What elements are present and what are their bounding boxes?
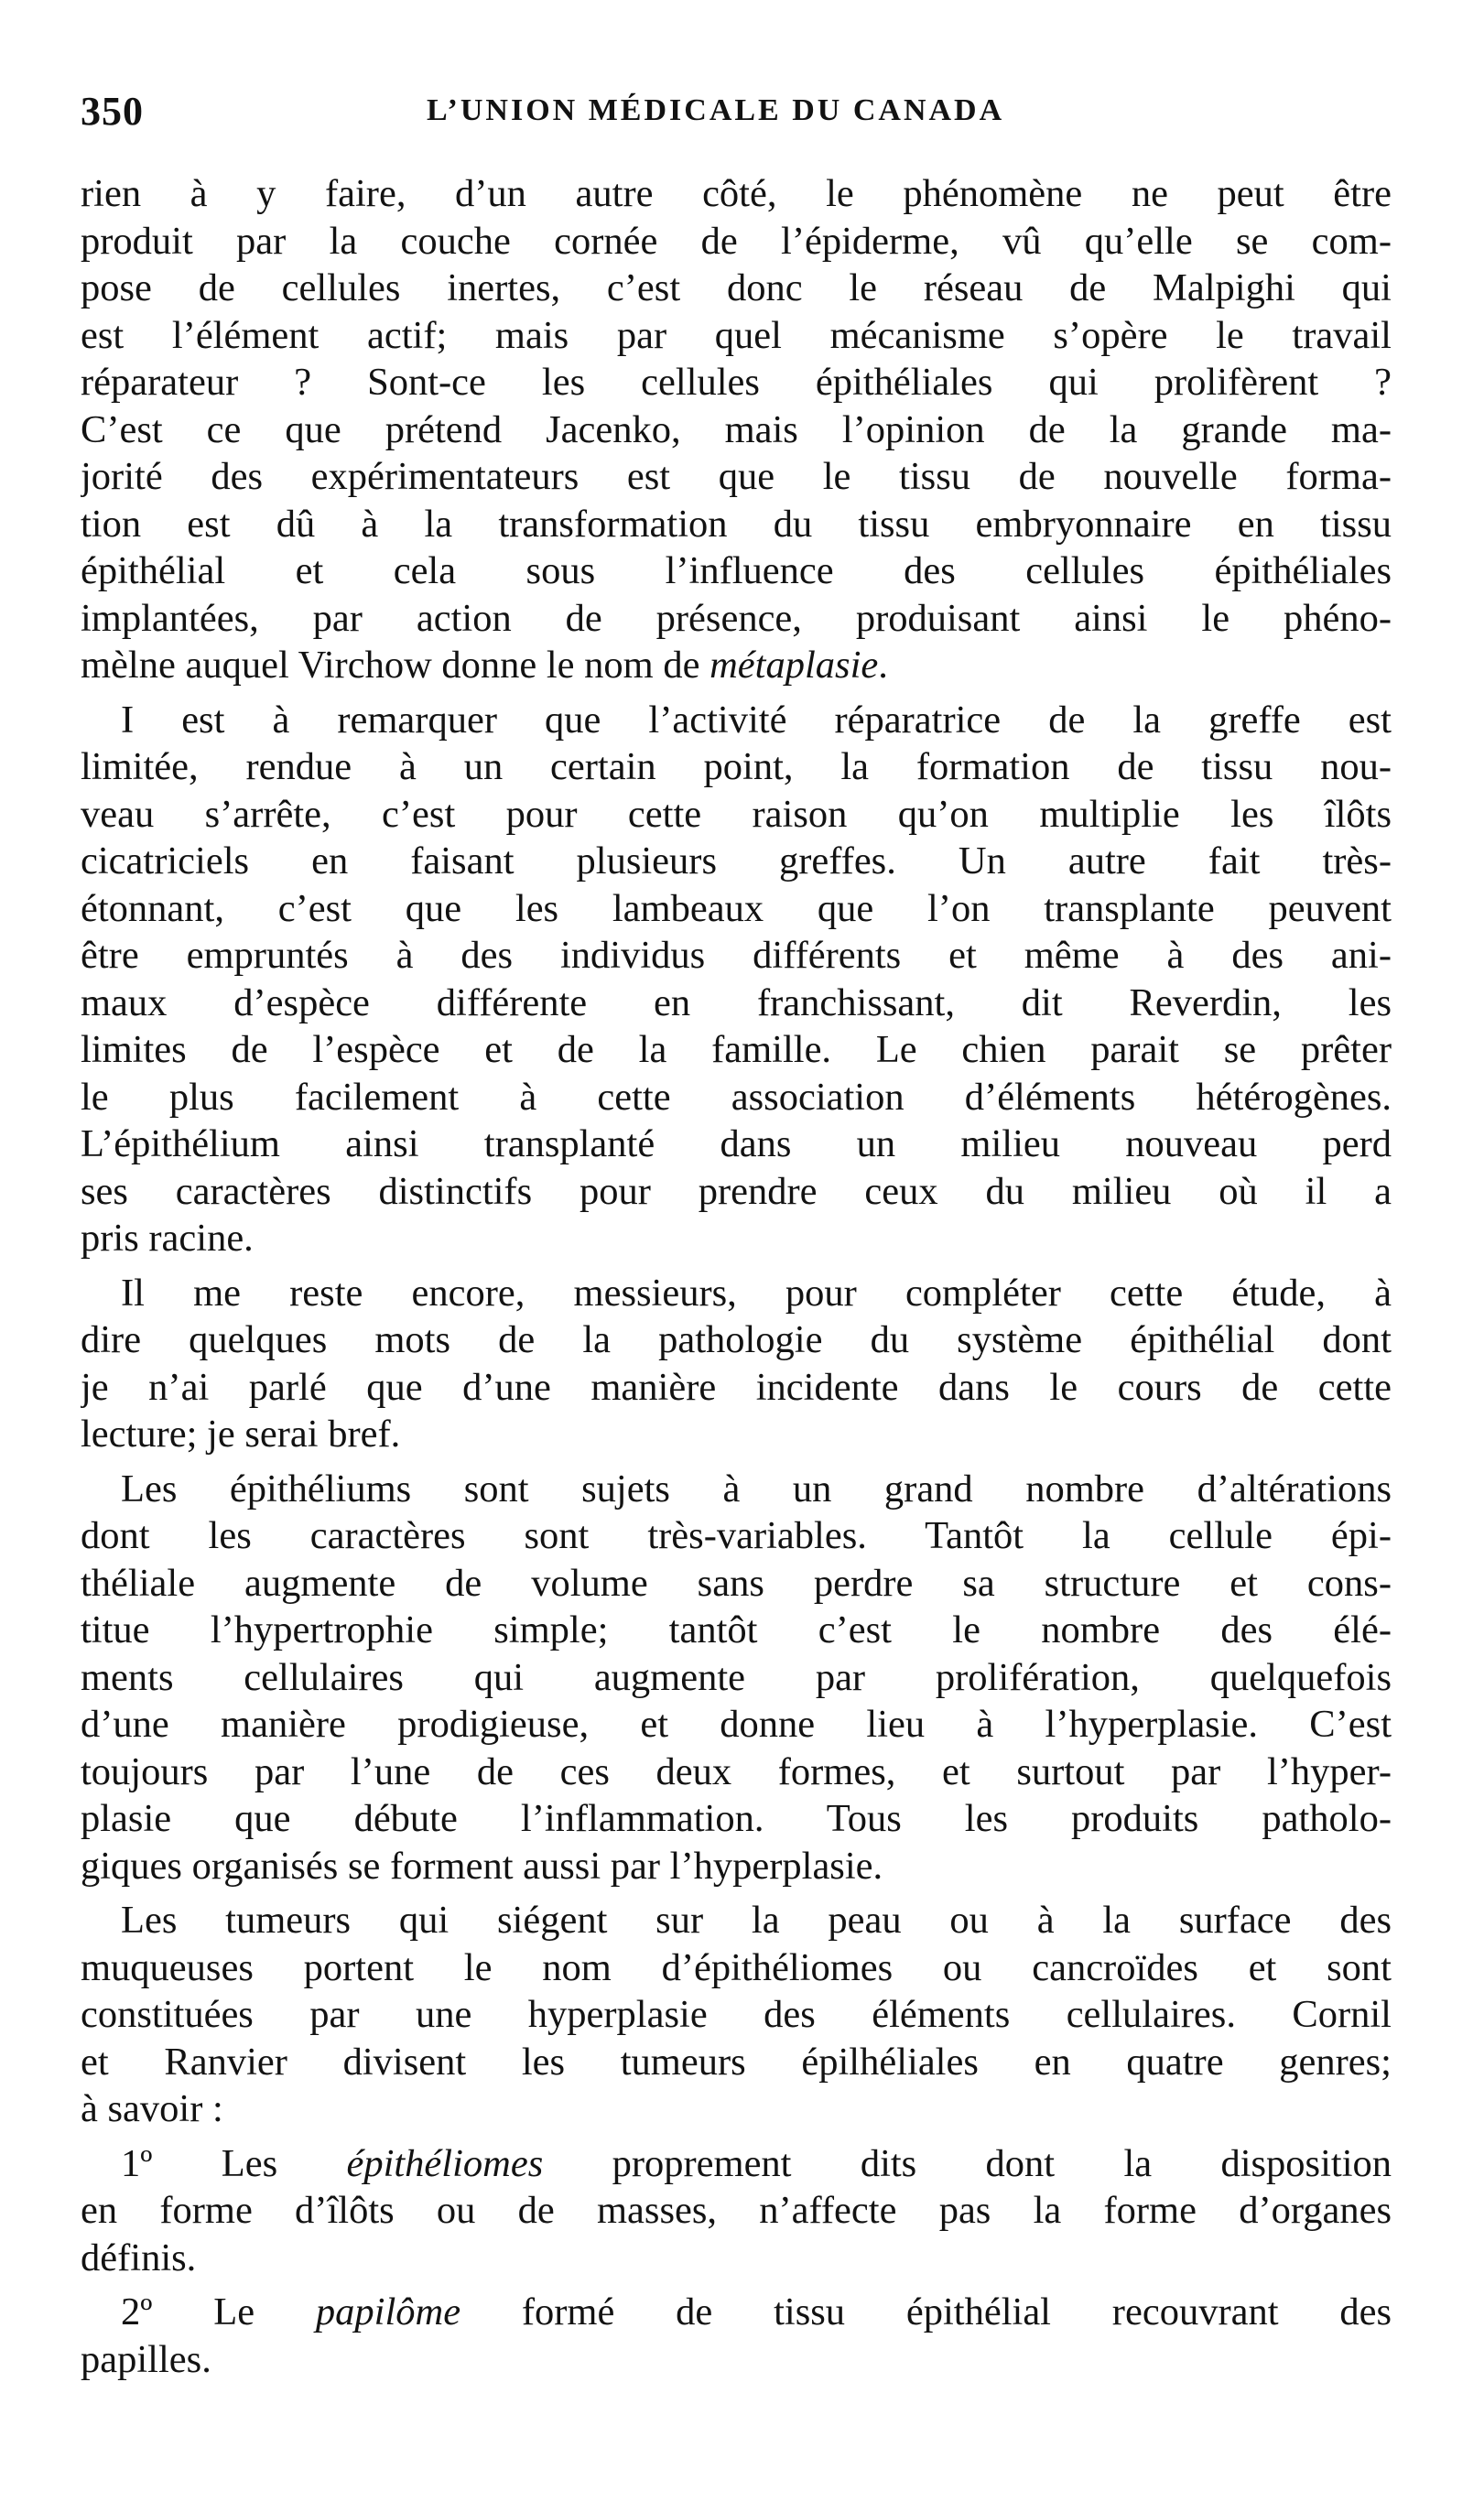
text-line: L’épithélium ainsi transplanté dans un milieu nouveau perd xyxy=(81,1122,1392,1165)
text-line: limites de l’espèce et de la famille. Le chien parait se prêter xyxy=(81,1028,1392,1071)
text-line: ments cellulaires qui augmente par prolifération, quelquefois xyxy=(81,1655,1392,1699)
text-line: dont les caractères sont très-variables. Tantôt la cellule épi- xyxy=(81,1514,1392,1557)
text-line: constituées par une hyperplasie des éléments cellulaires. Cornil xyxy=(81,1993,1392,2036)
text-line: Les tumeurs qui siégent sur la peau ou à la surface des xyxy=(121,1899,1392,1942)
text-line: et Ranvier divisent les tumeurs épilhéliales en quatre genres; xyxy=(81,2040,1392,2084)
text-line: épithélial et cela sous l’influence des cellules épithéliales xyxy=(81,549,1392,592)
text-line: jorité des expérimentateurs est que le tissu de nouvelle forma- xyxy=(81,455,1392,498)
text-line: à savoir : xyxy=(81,2087,223,2130)
page-number: 350 xyxy=(81,89,144,134)
italic-term: épithéliomes xyxy=(346,2141,544,2185)
text-line: tion est dû à la transformation du tissu embryonnaire en tissu xyxy=(81,502,1392,546)
journal-title: L’UNION MÉDICALE DU CANADA xyxy=(427,93,1005,127)
text-line: lecture; je serai bref. xyxy=(81,1413,401,1456)
body-text xyxy=(81,170,1392,2383)
text-line: plasie que débute l’inflammation. Tous les produits patholo- xyxy=(81,1797,1392,1840)
text-line: maux d’espèce différente en franchissant, dit Reverdin, les xyxy=(81,980,1392,1024)
line-segment: 2º Le xyxy=(121,2290,316,2333)
italic-term: métaplasie xyxy=(710,644,879,687)
text-line: muqueuses portent le nom d’épithéliomes ou cancroïdes et sont xyxy=(81,1945,1392,1989)
text-line: en forme d’îlôts ou de masses, n’affecte pas la forme d’organes xyxy=(81,2189,1392,2232)
text-line xyxy=(81,2289,1392,2336)
text-line xyxy=(81,2140,1392,2188)
text-line: pose de cellules inertes, c’est donc le réseau de Malpighi qui xyxy=(81,266,1392,309)
text-line: ses caractères distinctifs pour prendre ceux du milieu où il a xyxy=(81,1169,1392,1213)
line-segment: . xyxy=(878,644,888,687)
text-line: je n’ai parlé que d’une manière incidente dans le cours de cette xyxy=(81,1365,1392,1409)
text-line: pris racine. xyxy=(81,1217,254,1260)
line-segment: proprement dits dont la disposition xyxy=(543,2141,1392,2185)
text-line: est l’élément actif; mais par quel mécanisme s’opère le travail xyxy=(81,313,1392,357)
line-segment: formé de tissu épithélial recouvrant des xyxy=(460,2290,1392,2333)
running-head xyxy=(81,88,1392,143)
text-line: réparateur ? Sont-ce les cellules épithéliales qui prolifèrent ? xyxy=(81,361,1392,404)
text-line: giques organisés se forment aussi par l’hyperplasie. xyxy=(81,1844,883,1888)
text-line: d’une manière prodigieuse, et donne lieu à l’hyperplasie. C’est xyxy=(81,1703,1392,1746)
text-line: être empruntés à des individus différents et même à des ani- xyxy=(81,934,1392,977)
text-line: théliale augmente de volume sans perdre sa structure et cons- xyxy=(81,1561,1392,1605)
text-line: I est à remarquer que l’activité réparatrice de la greffe est xyxy=(121,698,1392,742)
text-line: veau s’arrête, c’est pour cette raison qu’on multiplie les îlôts xyxy=(81,792,1392,836)
italic-term: papilôme xyxy=(315,2290,461,2333)
text-line: papilles. xyxy=(81,2337,211,2381)
text-line: implantées, par action de présence, produisant ainsi le phéno- xyxy=(81,596,1392,640)
text-line: produit par la couche cornée de l’épiderme, vû qu’elle se com- xyxy=(81,219,1392,263)
text-line: cicatriciels en faisant plusieurs greffes. Un autre fait très- xyxy=(81,839,1392,882)
text-line: limitée, rendue à un certain point, la formation de tissu nou- xyxy=(81,745,1392,788)
text-line xyxy=(81,642,1392,689)
text-line: C’est ce que prétend Jacenko, mais l’opinion de la grande ma- xyxy=(81,407,1392,451)
text-line: dire quelques mots de la pathologie du système épithélial dont xyxy=(81,1318,1392,1361)
text-line: étonnant, c’est que les lambeaux que l’on transplante peuvent xyxy=(81,886,1392,930)
text-line: Les épithéliums sont sujets à un grand nombre d’altérations xyxy=(121,1467,1392,1510)
text-line: Il me reste encore, messieurs, pour compléter cette étude, à xyxy=(121,1271,1392,1315)
text-line: le plus facilement à cette association d’éléments hétérogènes. xyxy=(81,1075,1392,1119)
line-segment: 1º Les xyxy=(121,2141,347,2185)
line-segment: mèlne auquel Virchow donne le nom de xyxy=(81,644,710,687)
text-line: titue l’hypertrophie simple; tantôt c’est le nombre des élé- xyxy=(81,1608,1392,1651)
text-line: rien à y faire, d’un autre côté, le phénomène ne peut être xyxy=(81,172,1392,215)
text-line: toujours par l’une de ces deux formes, et surtout par l’hyper- xyxy=(81,1749,1392,1793)
text-line: définis. xyxy=(81,2236,197,2279)
